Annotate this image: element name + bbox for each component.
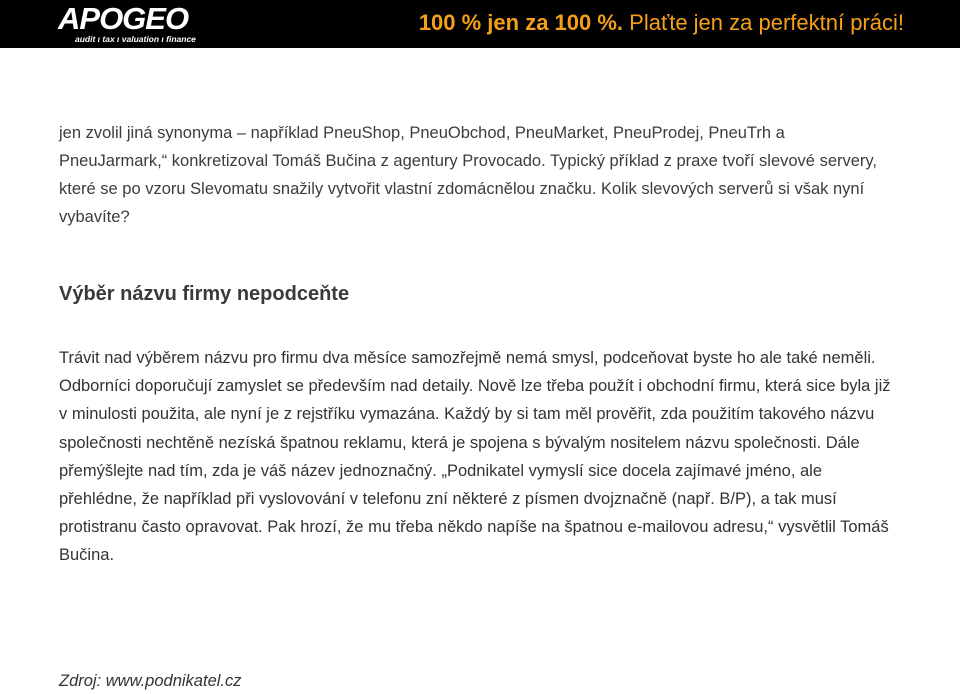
logo-subtitle: audit ı tax ı valuation ı finance	[75, 34, 196, 44]
logo-wordmark: APOGEO	[58, 1, 189, 36]
tagline-rest: Plaťte jen za perfektní práci!	[623, 10, 904, 35]
intro-paragraph: jen zvolil jiná synonyma – například PneuShop, PneuObchod, PneuMarket, PneuProdej, PneuTrh a PneuJarmark,“ konkretizoval Tomáš Bučina z agentury Provocado. Typický příklad z praxe tvoří slevové servery, které se po vzoru Slevomatu snažily vytvořit vlastní zdomácnělou značku. Kolik slevových serverů si však nyní vybavíte?	[59, 124, 878, 226]
section-heading: Výběr názvu firmy nepodceňte	[59, 283, 350, 305]
header-bar	[0, 0, 960, 48]
body-paragraph: Trávit nad výběrem názvu pro firmu dva měsíce samozřejmě nemá smysl, podceňovat byste ho ale také neměli. Odborníci doporučují zamyslet se především nad detaily. Nově lze třeba použít i obchodní firmu, která sice byla již v minulosti použita, ale nyní je z rejstříku vymazána. Každý by si tam měl prověřit, zda použitím takového názvu společnosti nechtěně nezíská špatnou reklamu, která je spojena s bývalým nositelem názvu společnosti. Dále přemýšlejte nad tím, zda je váš název jednoznačný. „Podnikatel vymyslí sice docela zajímavé jméno, ale přehlédne, že například při vyslovování v telefonu zní některé z písmen dvojznačně (např. B/P), a tak musí protistranu často opravovat. Pak hrozí, že mu třeba někdo napíše na špatnou e-mailovou adresu,“ vysvětlil Tomáš Bučina.	[59, 349, 891, 565]
tagline	[419, 9, 904, 37]
apogeo-logo[interactable]	[58, 2, 218, 46]
source-citation: Zdroj: www.podnikatel.cz	[59, 672, 242, 690]
tagline-accent: 100 % jen za 100 %.	[418, 10, 624, 35]
